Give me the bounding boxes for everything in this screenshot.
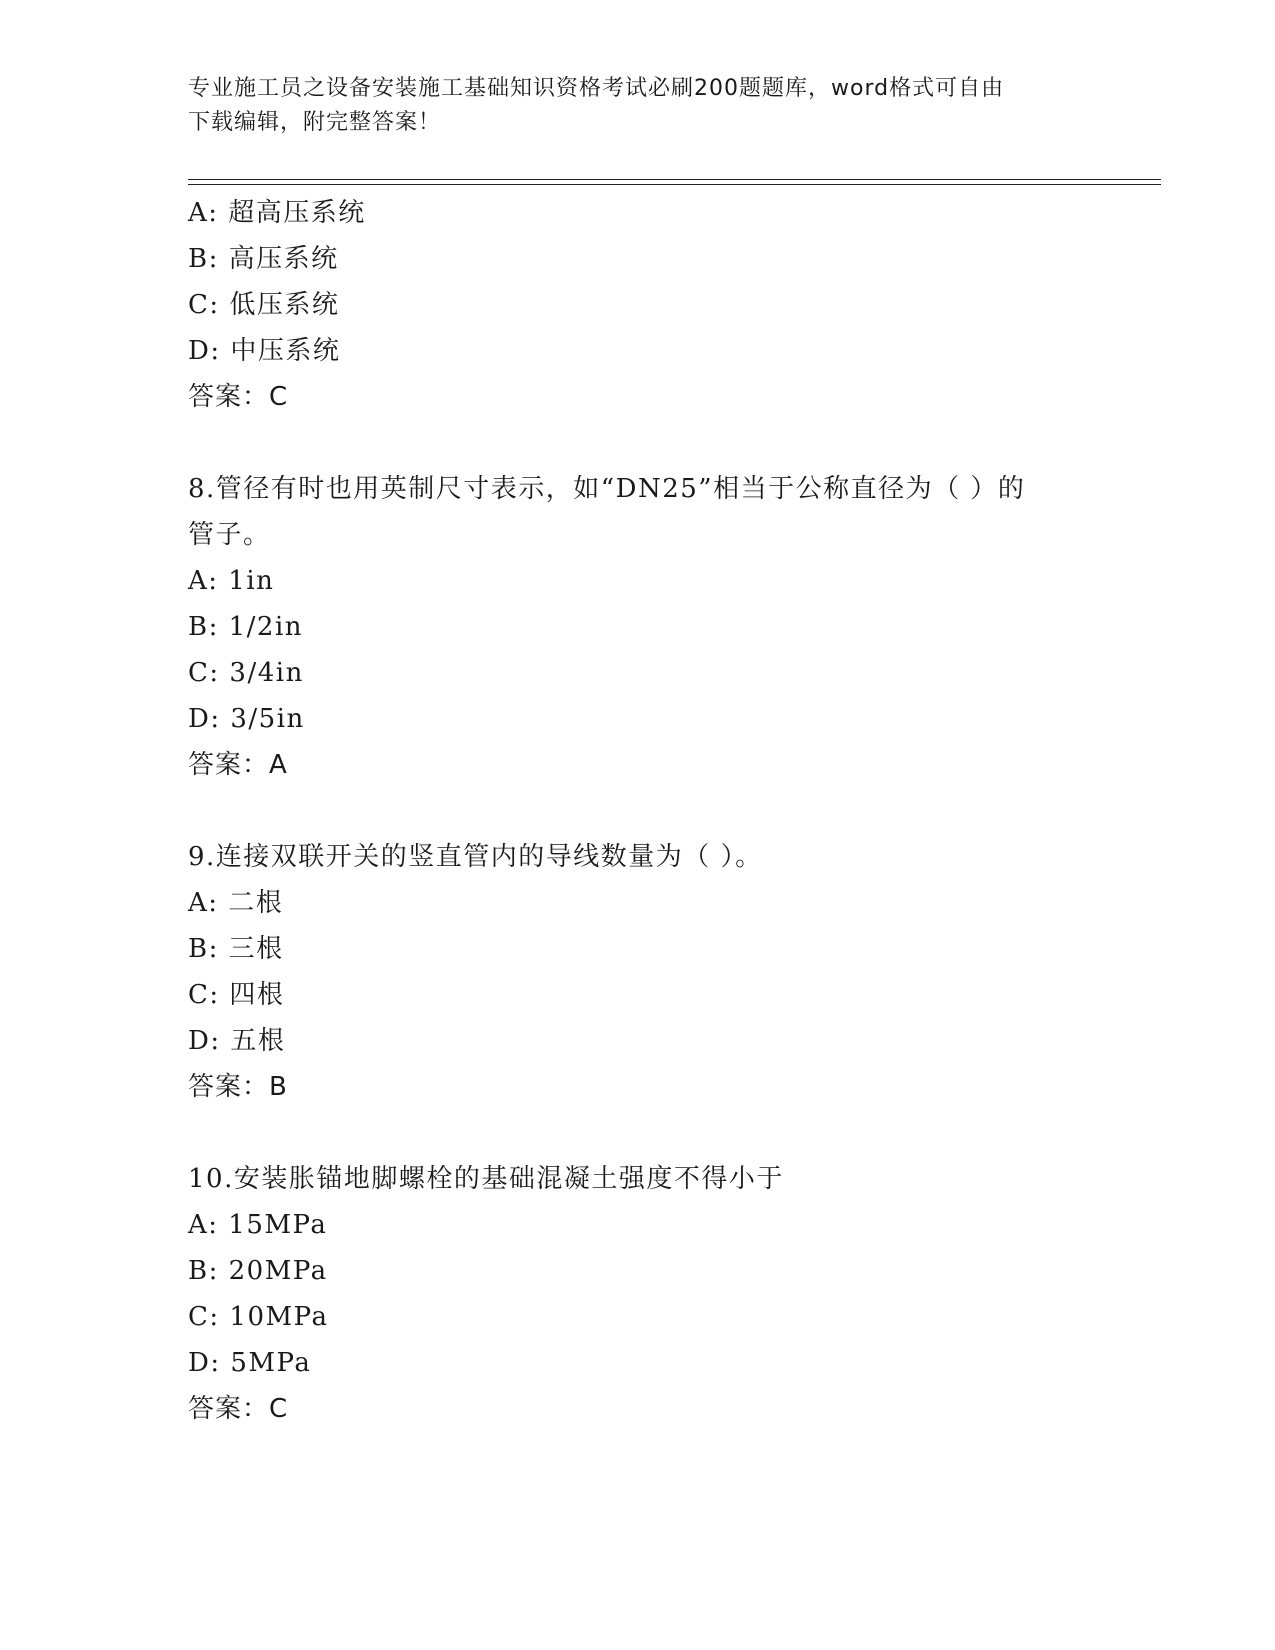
header-rule-thick [188,179,1161,180]
question-8-option-b: B: 1/2in [188,612,304,642]
question-8-text [188,466,1088,558]
question-10-option-a: A: 15MPa [188,1210,328,1240]
question-9-text: 9.连接双联开关的竖直管内的导线数量为（ ）。 [188,842,763,872]
question-7-answer: 答案：C [188,382,289,412]
question-8-text-line-2: 管子。 [188,520,271,550]
question-8-text-line-1: 8.管径有时也用英制尺寸表示，如“DN25”相当于公称直径为（ ）的 [188,474,1026,504]
question-9-option-a: A: 二根 [188,888,284,918]
question-9-option-d: D: 五根 [188,1026,286,1056]
question-8-block [188,466,1088,788]
question-10-block [188,1156,1088,1432]
question-10-option-b: B: 20MPa [188,1256,328,1286]
question-8-answer: 答案：A [188,750,288,780]
question-10-text: 10.安装胀锚地脚螺栓的基础混凝土强度不得小于 [188,1164,784,1194]
question-10-option-c: C: 10MPa [188,1302,329,1332]
question-7-option-c: C: 低压系统 [188,290,340,320]
question-7-option-d: D: 中压系统 [188,336,341,366]
question-10-answer: 答案：C [188,1394,289,1424]
question-7-block [188,190,1088,420]
question-8-option-c: C: 3/4in [188,658,304,688]
question-8-option-d: D: 3/5in [188,704,305,734]
question-7-option-a: A: 超高压系统 [188,198,366,228]
spacer [188,420,1088,466]
question-9-block [188,834,1088,1110]
header-rule-thin [188,184,1161,185]
question-10-option-d: D: 5MPa [188,1348,312,1378]
question-7-option-b: B: 高压系统 [188,244,339,274]
document-header [188,72,1088,140]
question-8-option-a: A: 1in [188,566,275,596]
spacer [188,1110,1088,1156]
question-9-answer: 答案：B [188,1072,288,1102]
header-line-1: 专业施工员之设备安装施工基础知识资格考试必刷200题题库，word格式可自由 [188,76,1005,101]
spacer [188,788,1088,834]
question-9-option-b: B: 三根 [188,934,284,964]
question-9-option-c: C: 四根 [188,980,285,1010]
document-body [188,190,1088,1432]
header-line-2: 下载编辑，附完整答案！ [188,110,442,135]
